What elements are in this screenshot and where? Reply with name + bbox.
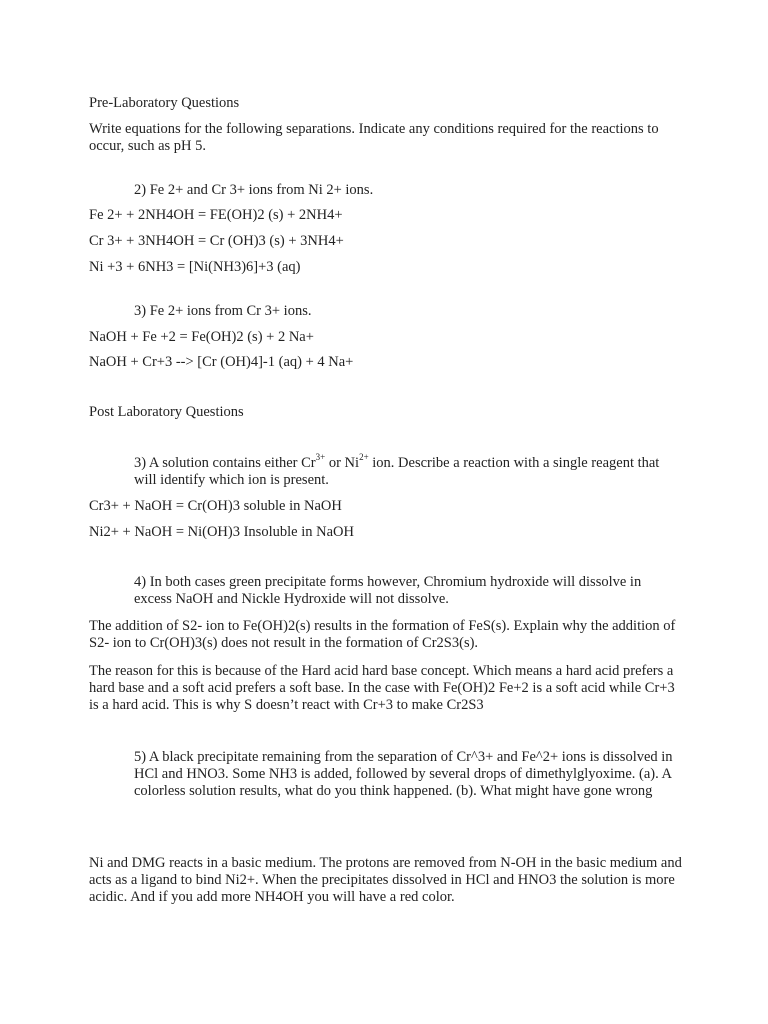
question-2-equation-2: Cr 3+ + 3NH4OH = Cr (OH)3 (s) + 3NH4+ <box>89 233 344 249</box>
post-question-4: 4) In both cases green precipitate forms however, Chromium hydroxide will dissolve in excess NaOH and Nickle Hydroxide will not dissolve. <box>134 574 642 607</box>
question-3-heading: 3) Fe 2+ ions from Cr 3+ ions. <box>134 303 312 319</box>
post-lab-heading: Post Laboratory Questions <box>89 404 244 420</box>
superscript-cr: 3+ <box>315 452 326 463</box>
post-question-5: 5) A black precipitate remaining from the separation of Cr^3+ and Fe^2+ ions is dissolved in HCl and HNO3. Some NH3 is added, followed by several drops of dimethylglyoxime. (a). A colorless solution results, what do you think happened. (b). What might have gone wrong <box>134 749 673 799</box>
post-question-4-prompt: The addition of S2- ion to Fe(OH)2(s) results in the formation of FeS(s). Explain why the addition of S2- ion to Cr(OH)3(s) does not result in the formation of Cr2S3(s). <box>89 618 676 651</box>
question-2-equation-1: Fe 2+ + 2NH4OH = FE(OH)2 (s) + 2NH4+ <box>89 207 343 223</box>
post-question-3-part-2: or Ni <box>325 455 360 471</box>
post-question-5-answer: Ni and DMG reacts in a basic medium. The protons are removed from N-OH in the basic medium and acts as a ligand to bind Ni2+. When the precipitates dissolved in HCl and HNO3 the solution is more acidic. And if you add more NH4OH you will have a red color. <box>89 855 682 905</box>
question-2-heading: 2) Fe 2+ and Cr 3+ ions from Ni 2+ ions. <box>134 182 374 198</box>
superscript-ni: 2+ <box>359 452 369 463</box>
post-question-4-answer: The reason for this is because of the Hard acid hard base concept. Which means a hard acid prefers a hard base and a soft acid prefers a soft base. In the case with Fe(OH)2 Fe+2 is a soft acid while Cr+3 is a hard acid. This is why S doesn’t react with Cr+3 to make Cr2S3 <box>89 663 675 713</box>
pre-lab-heading: Pre-Laboratory Questions <box>89 95 240 111</box>
question-2-equation-3: Ni +3 + 6NH3 = [Ni(NH3)6]+3 (aq) <box>89 259 301 275</box>
post-question-3-part-3: ion. Describe a reaction with a single reagent that will identify which ion is present. <box>134 455 660 488</box>
post-question-3-equation-1: Cr3+ + NaOH = Cr(OH)3 soluble in NaOH <box>89 498 342 514</box>
post-question-3-equation-2: Ni2+ + NaOH = Ni(OH)3 Insoluble in NaOH <box>89 524 354 540</box>
question-3-equation-1: NaOH + Fe +2 = Fe(OH)2 (s) + 2 Na+ <box>89 329 314 345</box>
post-question-3 <box>89 452 679 489</box>
pre-lab-intro: Write equations for the following separations. Indicate any conditions required for the reactions to occur, such as pH 5. <box>89 121 659 154</box>
question-3-equation-2: NaOH + Cr+3 --> [Cr (OH)4]-1 (aq) + 4 Na+ <box>89 354 354 370</box>
post-question-3-part-1: 3) A solution contains either Cr <box>134 455 316 471</box>
